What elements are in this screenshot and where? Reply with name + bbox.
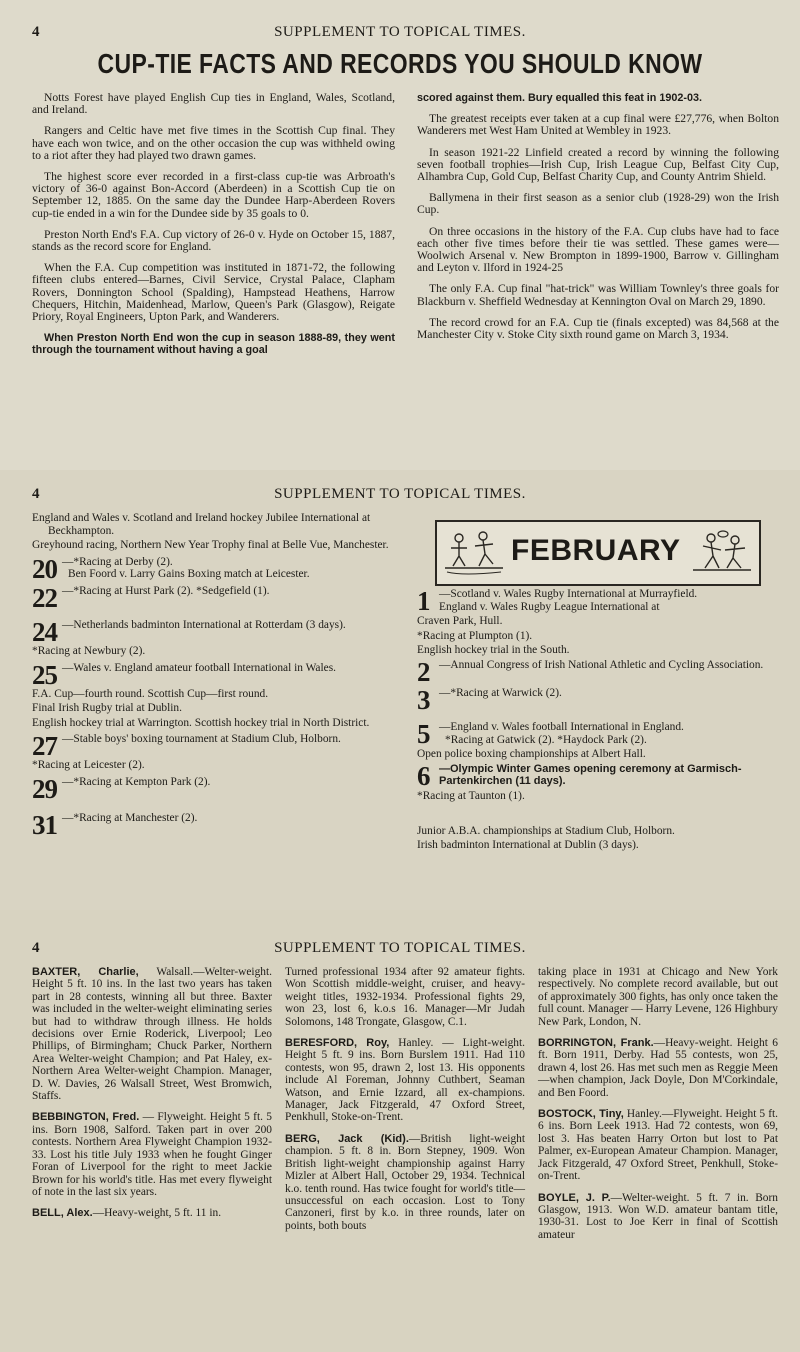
day-number: 22 — [32, 582, 57, 613]
entry-line: —Olympic Winter Games opening ceremony at Garmisch-Partenkirchen (11 days). — [439, 762, 742, 788]
day-number: 20 — [32, 553, 57, 584]
calendar-entry — [32, 553, 394, 584]
day-number: 24 — [32, 616, 57, 647]
calendar-line: Irish badminton International at Dublin (3 days). — [417, 839, 639, 852]
right-column — [417, 92, 779, 350]
boxer-details: Hanley. — Light-weight. Height 5 ft. 9 ins. Born Burslem 1911. Had 110 contests, won 95, drawn 2, lost 13. His opponents include Al Foreman, Johnny Cuthbert, Seaman Watson, and Ernie Izzard, all ex-champions. Manager, Jack Fitzgerald, 47 Oxford Street, Penkhull, Stoke-on-Trent. — [285, 1037, 525, 1124]
calendar-line: *Racing at Taunton (1). — [417, 789, 525, 802]
boxer-name: BOYLE, J. P. — [538, 1191, 611, 1204]
entry-line: —Annual Congress of Irish National Athletic and Cycling Association. — [439, 658, 764, 671]
calendar-line: Final Irish Rugby trial at Dublin. — [32, 702, 182, 715]
day-number: 2 — [417, 656, 430, 687]
day-number: 3 — [417, 684, 430, 715]
paragraph: Ballymena in their first season as a senior club (1928-29) won the Irish Cup. — [417, 191, 779, 217]
day-number: 29 — [32, 773, 57, 804]
calendar-right-column — [417, 588, 779, 854]
boxer-entry — [32, 1111, 272, 1198]
article-title: CUP-TIE FACTS AND RECORDS YOU SHOULD KNOW — [97, 48, 703, 79]
paragraph: On three occasions in the history of the F.A. Cup clubs have had to face each other five times before their tie was settled. These games were—Woolwich Arsenal v. New Brompton in 1899-1900, Barrow v. Gillingham and Leyton v. Ilford in 1924-25 — [417, 224, 779, 275]
paragraph: Rangers and Celtic have met five times in the Scottish Cup final. They have each won twice, and on the other occasion the cup was withheld owing to a riot after they had played two drawn games. — [32, 124, 395, 162]
paragraph: Notts Forest have played English Cup ties in England, Wales, Scotland, and Ireland. — [32, 91, 395, 117]
entry-line: —England v. Wales football International in England. — [439, 720, 684, 733]
paragraph: The highest score ever recorded in a first-class cup-tie was Arbroath's victory of 36-0 against Bon-Accord (Aberdeen) in a Scottish Cup tie on September 12, 1885. On the same day the Dundee Harp-Aberdeen Rovers cup-tie ended in a win for the Dundee side by 35 goals to 0. — [32, 170, 395, 220]
boxer-name: BERESFORD, Roy, — [285, 1037, 390, 1050]
boxers-column-1 — [32, 966, 272, 1229]
running-head: SUPPLEMENT TO TOPICAL TIMES. — [274, 24, 526, 40]
paragraph: Preston North End's F.A. Cup victory of 26-0 v. Hyde on October 15, 1887, stands as the record score for England. — [32, 227, 395, 254]
entry-line: England v. Wales Rugby League International at — [439, 600, 660, 613]
boxer-entry — [538, 1108, 778, 1182]
paragraph: The record crowd for an F.A. Cup tie (finals excepted) was 84,568 at the Manchester City v. Stoke City sixth round game on March 3, 1934. — [417, 315, 779, 342]
boxer-entry — [538, 966, 778, 1028]
boxer-details: Walsall.—Welter-weight. Height 5 ft. 10 ins. In the last two years has taken part in 28 contests, winning all but three. Baxter was included in the welter-weight eliminating series but had to withdraw through illness. He holds decisions over Ernie Roderick, Liverpool; Leo Phillips, of Birmingham; Chuck Parker, Northern Area Welter-weight Champion; and Pat Haley, ex-Northern Area Welter-weight Champion. Manager, D. W. Davies, 26 Walsall Street, West Bromwich, Staffs. — [32, 966, 272, 1103]
calendar-entry — [417, 684, 779, 715]
boxer-details: —Heavy-weight, 5 ft. 11 in. — [92, 1207, 222, 1220]
running-head: SUPPLEMENT TO TOPICAL TIMES. — [274, 940, 526, 956]
entry-line: Ben Foord v. Larry Gains Boxing match at Leicester. — [68, 568, 310, 581]
page-number: 4 — [32, 24, 40, 40]
entry-line: —*Racing at Manchester (2). — [62, 811, 198, 824]
calendar-entry — [417, 656, 779, 687]
boxer-name: BERG, Jack (Kid). — [285, 1132, 409, 1145]
day-number: 6 — [417, 760, 430, 791]
paragraph: When the F.A. Cup competition was instituted in 1871-72, the following fifteen clubs entered—Barnes, Civil Service, Crystal Palace, Clapham Rovers, Donnington School (Spalding), Hampstead Heathens, Harrow Chequers, Hitchin, Maidenhead, Marlow, Queen's Park (Glasgow), Reigate Priory, Royal Engineers, Upton Park, and Wanderers. — [32, 261, 395, 324]
calendar-line: England and Wales v. Scotland and Ireland hockey Jubilee International at Beckhampton. — [32, 512, 371, 537]
boxer-entry — [32, 1207, 272, 1219]
paragraph: In season 1921-22 Linfield created a record by winning the following seven football trophies—Irish Cup, Irish League Cup, Belfast City Cup, Alhambra Cup, Gold Cup, Belfast Charity Cup, and County Antrim Shield. — [417, 145, 779, 184]
calendar-line: *Racing at Newbury (2). — [32, 644, 146, 657]
paragraph: The only F.A. Cup final "hat-trick" was William Townley's three goals for Blackburn v. Sheffield Wednesday at Kennington Oval on March 29, 1890. — [417, 282, 779, 308]
entry-line: —*Racing at Derby (2). — [62, 555, 173, 568]
paragraph: The greatest receipts ever taken at a cup final were £27,776, when Bolton Wanderers met West Ham United at Wembley in 1923. — [417, 112, 779, 138]
calendar-line: Open police boxing championships at Albert Hall. — [417, 748, 646, 761]
boxer-name: BORRINGTON, Frank. — [538, 1037, 654, 1050]
calendar-line: *Racing at Leicester (2). — [32, 759, 145, 772]
boxer-entry — [538, 1037, 778, 1099]
entry-line: —Wales v. England amateur football International in Wales. — [62, 661, 336, 674]
day-number: 1 — [417, 586, 430, 616]
boxers-column-2 — [285, 966, 525, 1241]
boxer-entry — [285, 1037, 525, 1124]
calendar-line: *Racing at Plumpton (1). — [417, 629, 533, 642]
calendar-line: Greyhound racing, Northern New Year Trophy final at Belle Vue, Manchester. — [32, 539, 389, 552]
calendar-line: English hockey trial at Warrington. Scottish hockey trial in North District. — [32, 716, 370, 729]
bold-paragraph: When Preston North End won the cup in season 1888-89, they went through the tournament without having a goal — [32, 332, 395, 357]
page-number: 4 — [32, 940, 40, 956]
boxer-details: Turned professional 1934 after 92 amateur fights. Won Scottish middle-weight, cruiser, and heavy-weight titles, 1932-1934. Professional fights 29, won 23, lost 6, k.o.s 16. Manager—Mr Judah Solomons, 148 Trongate, Glasgow, C.1. — [285, 966, 525, 1028]
calendar-line: F.A. Cup—fourth round. Scottish Cup—first round. — [32, 687, 269, 700]
day-number: 31 — [32, 809, 57, 840]
boxer-entry — [285, 966, 525, 1028]
boxer-name: BELL, Alex. — [32, 1207, 93, 1220]
boxer-details: —British light-weight champion. 5 ft. 8 in. Born Stepney, 1909. Won British light-weight championship against Harry Mizler at Albert Hall, October 29, 1934. Technical k.o. tenth round. Has twice fought for world's title—unsuccessful on each occasion. Lost to Tony Canzoneri, first by k.o. in three rounds, later on points, both bouts — [285, 1132, 525, 1232]
entry-line: —Stable boys' boxing tournament at Stadium Club, Holborn. — [62, 733, 341, 746]
calendar-line: English hockey trial in the South. — [417, 644, 570, 657]
calendar-entry — [32, 616, 394, 647]
boxer-entry — [285, 1133, 525, 1232]
entry-line: —*Racing at Kempton Park (2). — [62, 775, 211, 788]
running-head: SUPPLEMENT TO TOPICAL TIMES. — [274, 486, 526, 502]
skaters-illustration-icon — [443, 526, 505, 580]
day-number: 5 — [417, 718, 430, 749]
entry-line: —Scotland v. Wales Rugby International at Murrayfield. — [439, 588, 698, 600]
entry-line: —*Racing at Hurst Park (2). *Sedgefield (1). — [62, 584, 270, 597]
month-title: FEBRUARY — [511, 534, 681, 567]
boxers-column-3 — [538, 966, 778, 1250]
day-number: 25 — [32, 659, 57, 690]
entry-line: —*Racing at Warwick (2). — [439, 686, 562, 699]
entry-line: *Racing at Gatwick (2). *Haydock Park (2). — [445, 733, 647, 746]
calendar-entry — [417, 760, 779, 791]
entry-line: —Netherlands badminton International at Rotterdam (3 days). — [62, 618, 346, 631]
calendar-entry — [32, 582, 394, 613]
boxer-name: BEBBINGTON, Fred. — [32, 1111, 140, 1124]
rugby-players-illustration-icon — [691, 526, 753, 580]
calendar-entry — [32, 659, 394, 690]
day-number: 27 — [32, 731, 57, 762]
february-banner — [435, 520, 761, 586]
cup-tie-facts-section — [0, 0, 800, 470]
calendar-line: Junior A.B.A. championships at Stadium Club, Holborn. — [417, 824, 675, 837]
boxer-entry — [538, 1192, 778, 1242]
boxer-details: — Flyweight. Height 5 ft. 5 ins. Born 1908, Salford. Taken part in over 200 contests. Northern Area Flyweight Champion 1932-33. Lost his title July 1933 when he fought Ginger Foran of Liverpool for the right to meet Jackie Brown for his world's title. Has met every flyweight of note in the last six years. — [32, 1111, 272, 1198]
calendar-entry — [32, 773, 394, 804]
calendar-entry — [417, 586, 779, 616]
page-number: 4 — [32, 486, 40, 502]
boxer-name: BAXTER, Charlie, — [32, 966, 139, 978]
calendar-line: Craven Park, Hull. — [417, 615, 503, 628]
calendar-entry — [32, 731, 394, 762]
boxer-details: —Welter-weight. 5 ft. 7 in. Born Glasgow, 1913. Won W.D. amateur bantam title, 1930-31. Lost to Joe Kerr in final of Scottish amateur — [538, 1191, 778, 1241]
boxer-name: BOSTOCK, Tiny, — [538, 1108, 624, 1121]
calendar-entry — [417, 718, 779, 749]
left-column — [32, 92, 395, 366]
boxer-details: taking place in 1931 at Chicago and New York respectively. No complete record available, but out of approximately 300 fights, has only once taken the full count. Manager — Harry Levene, 126 Highbury New Park, London, N. — [538, 966, 778, 1028]
boxer-entry — [32, 966, 272, 1102]
boxer-details: —Heavy-weight. Height 6 ft. Born 1911, Derby. Had 55 contests, won 25, drawn 4, lost 26. Has met such men as Reggie Meen—when champion, Jack Doyle, Don M'Corkindale, and Ben Foord. — [538, 1037, 778, 1099]
bold-paragraph: scored against them. Bury equalled this feat in 1902-03. — [417, 92, 703, 104]
boxer-details: Hanley.—Flyweight. Height 5 ft. 6 ins. Born Leek 1913. Had 72 contests, won 69, lost 3. Has beaten Harry Orton but lost to Pat Palmer, ex-European Amateur Champion. Manager, Jack Fitzgerald, 47 Oxford Street, Penkhull, Stoke-on-Trent. — [538, 1108, 778, 1183]
calendar-left-column — [32, 512, 394, 838]
calendar-entry — [32, 809, 394, 840]
